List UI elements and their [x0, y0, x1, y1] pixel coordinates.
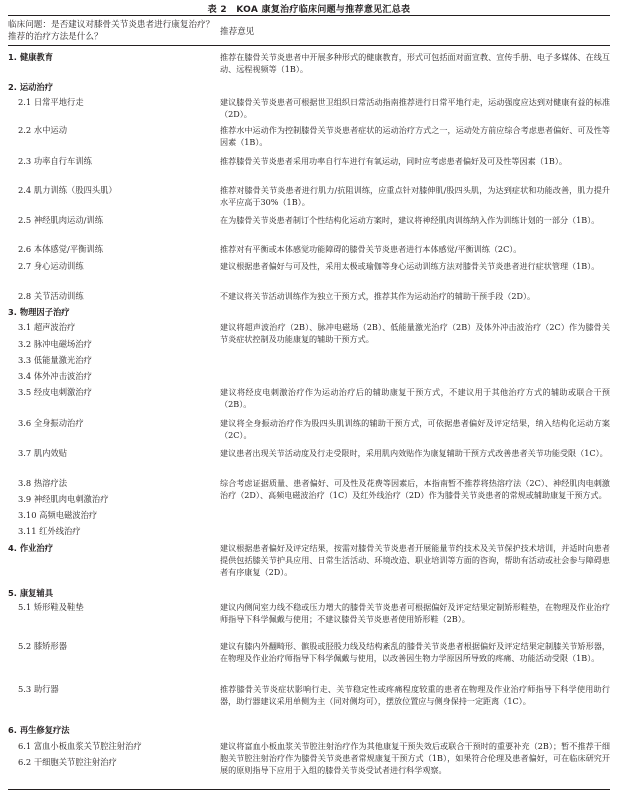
row-question: 3. 物理因子治疗 — [8, 307, 70, 317]
row-question: 2.1 日常平地行走 — [18, 97, 84, 107]
header-question: 临床问题：是否建议对膝骨关节炎患者进行康复治疗？推荐的治疗方法是什么？ — [8, 20, 215, 42]
row-recommendation: 建议患者出现关节活动度及行走受限时，采用肌内效贴作为康复辅助干预方式改善患者关节功能受限（1C）。 — [220, 448, 608, 458]
row-recommendation: 综合考虑证据质量、患者偏好、可及性及花费等因素后，本指南暂不推荐将热溶疗法（2C）、神经肌肉电刺激治疗（2D）、高频电磁波治疗（1C）及红外线治疗（2D）作为膝骨关节炎患者的常规或辅助康复干预方式。 — [220, 478, 610, 500]
top-rule — [8, 15, 610, 16]
header-recommendation: 推荐意见 — [220, 27, 255, 37]
row-question: 3.1 超声波治疗 — [18, 322, 76, 332]
row-question: 6.2 干细胞关节腔注射治疗 — [18, 757, 117, 767]
table-caption: 表 2 KOA 康复治疗临床问题与推荐意见汇总表 — [207, 5, 411, 15]
row-recommendation: 推荐膝骨关节炎症状影响行走、关节稳定性或疼痛程度较重的患者在物理及作业治疗师指导下科学使用助行器，助行器建议采用单侧为主（同对侧均可），摆放位置应与侧身保持一定距离（1C）。 — [220, 684, 610, 706]
row-question: 2. 运动治疗 — [8, 82, 54, 92]
row-question: 2.8 关节活动训练 — [18, 291, 84, 301]
row-recommendation: 推荐膝骨关节炎患者采用功率自行车进行有氧运动，同时应考虑患者偏好及可及性等因素（1B）。 — [220, 156, 567, 166]
row-recommendation: 建议有膝内外翻畸形、髌股或胫股力线及结构紊乱的膝骨关节炎患者根据偏好及评定结果定制膝关节矫形器，在物理及作业治疗师指导下科学佩戴与使用，以改善因生物力学原因所导致的疼痛、功能活动受限（1B）。 — [220, 641, 610, 663]
row-question: 2.6 本体感觉/平衡训练 — [18, 244, 104, 254]
row-question: 3.5 经皮电刺激治疗 — [18, 387, 92, 397]
row-question: 2.4 肌力训练（股四头肌） — [18, 185, 117, 195]
row-recommendation: 推荐在膝骨关节炎患者中开展多种形式的健康教育，形式可包括面对面宣教、宣传手册、电子多媒体、在线互动、远程视频等（1B）。 — [220, 52, 610, 74]
row-question: 1. 健康教育 — [8, 52, 54, 62]
row-question: 3.10 高频电磁波治疗 — [18, 510, 98, 520]
row-question: 3.4 体外冲击波治疗 — [18, 371, 92, 381]
row-question: 2.3 功率自行车训练 — [18, 156, 92, 166]
row-question: 2.2 水中运动 — [18, 125, 68, 135]
row-question: 6. 再生修复疗法 — [8, 725, 70, 735]
row-question: 4. 作业治疗 — [8, 543, 54, 553]
row-recommendation: 建议膝骨关节炎患者可根据世卫组织日常活动指南推荐进行日常平地行走，运动强度应达到对健康有益的标准（2D）。 — [220, 97, 610, 119]
row-question: 2.7 身心运动训练 — [18, 261, 84, 271]
row-question: 3.11 红外线治疗 — [18, 526, 81, 536]
row-question: 5. 康复辅具 — [8, 588, 54, 598]
row-question: 2.5 神经肌肉运动/训练 — [18, 215, 104, 225]
row-question: 3.3 低能量激光治疗 — [18, 355, 92, 365]
row-question: 5.2 膝矫形器 — [18, 641, 68, 651]
row-recommendation: 建议将富血小板血浆关节腔注射治疗作为其他康复干预失效后或联合干预时的重要补充（2B）；暂不推荐干细胞关节腔注射治疗作为膝骨关节炎患者常规康复干预方式（1B），如果符合伦理及患者偏好，可在临床研究开展的原则指导下应用于入组的膝骨关节炎受试者进行科学观察。 — [220, 741, 610, 775]
row-recommendation: 建议根据患者偏好及评定结果，按需对膝骨关节炎患者开展能量节约技术及关节保护技术培训，并适时向患者提供包括膝关节护具应用、日常生活活动、环境改造、职业培训等方面的咨询，帮助有活动或社会参与障碍患者有序康复（2D）。 — [220, 543, 610, 577]
header-rule — [8, 45, 610, 46]
row-recommendation: 建议将全身振动治疗作为股四头肌训练的辅助干预方式，可依据患者偏好及评定结果，纳入结构化运动方案（2C）。 — [220, 418, 610, 440]
row-question: 5.3 助行器 — [18, 684, 59, 694]
bottom-rule — [8, 789, 610, 790]
row-question: 3.9 神经肌肉电刺激治疗 — [18, 494, 109, 504]
row-question: 3.2 脉冲电磁场治疗 — [18, 339, 92, 349]
row-question: 3.7 肌内效贴 — [18, 448, 68, 458]
row-recommendation: 建议将超声波治疗（2B）、脉冲电磁场（2B）、低能量激光治疗（2B）及体外冲击波治疗（2C）作为膝骨关节炎症状控制及功能康复的辅助干预方式。 — [220, 322, 610, 344]
row-question: 3.6 全身振动治疗 — [18, 418, 84, 428]
row-recommendation: 推荐水中运动作为控制膝骨关节炎患者症状的运动治疗方式之一，运动处方前应综合考虑患者偏好、可及性等因素（1B）。 — [220, 125, 610, 147]
row-recommendation: 在为膝骨关节炎患者制订个性结构化运动方案时，建议将神经肌肉训练纳入作为训练计划的一部分（1B）。 — [220, 215, 600, 225]
row-question: 6.1 富血小板血浆关节腔注射治疗 — [18, 741, 142, 751]
row-recommendation: 建议内侧间室力线不稳或压力增大的膝骨关节炎患者可根据偏好及评定结果定制矫形鞋垫，在物理及作业治疗师指导下科学佩戴与使用；不建议膝骨关节炎患者使用矫形鞋（2B）。 — [220, 602, 610, 624]
row-question: 3.8 热溶疗法 — [18, 478, 68, 488]
row-recommendation: 推荐对有平衡或本体感觉功能障碍的膝骨关节炎患者进行本体感觉/平衡训练（2C）。 — [220, 244, 522, 254]
row-recommendation: 不建议将关节活动训练作为独立干预方式，推荐其作为运动治疗的辅助干预手段（2D）。 — [220, 291, 536, 301]
row-question: 5.1 矫形鞋及鞋垫 — [18, 602, 84, 612]
row-recommendation: 建议将经皮电刺激治疗作为运动治疗后的辅助康复干预方式，不建议用于其他治疗方式的辅助或联合干预（2B）。 — [220, 387, 610, 409]
row-recommendation: 建议根据患者偏好与可及性，采用太极或瑜伽等身心运动训练方法对膝骨关节炎患者进行症状管理（1B）。 — [220, 261, 600, 271]
row-recommendation: 推荐对膝骨关节炎患者进行肌力/抗阻训练，应重点针对膝伸肌/股四头肌，为达到症状和功能改善，肌力提升水平应高于30%（1B）。 — [220, 185, 610, 207]
